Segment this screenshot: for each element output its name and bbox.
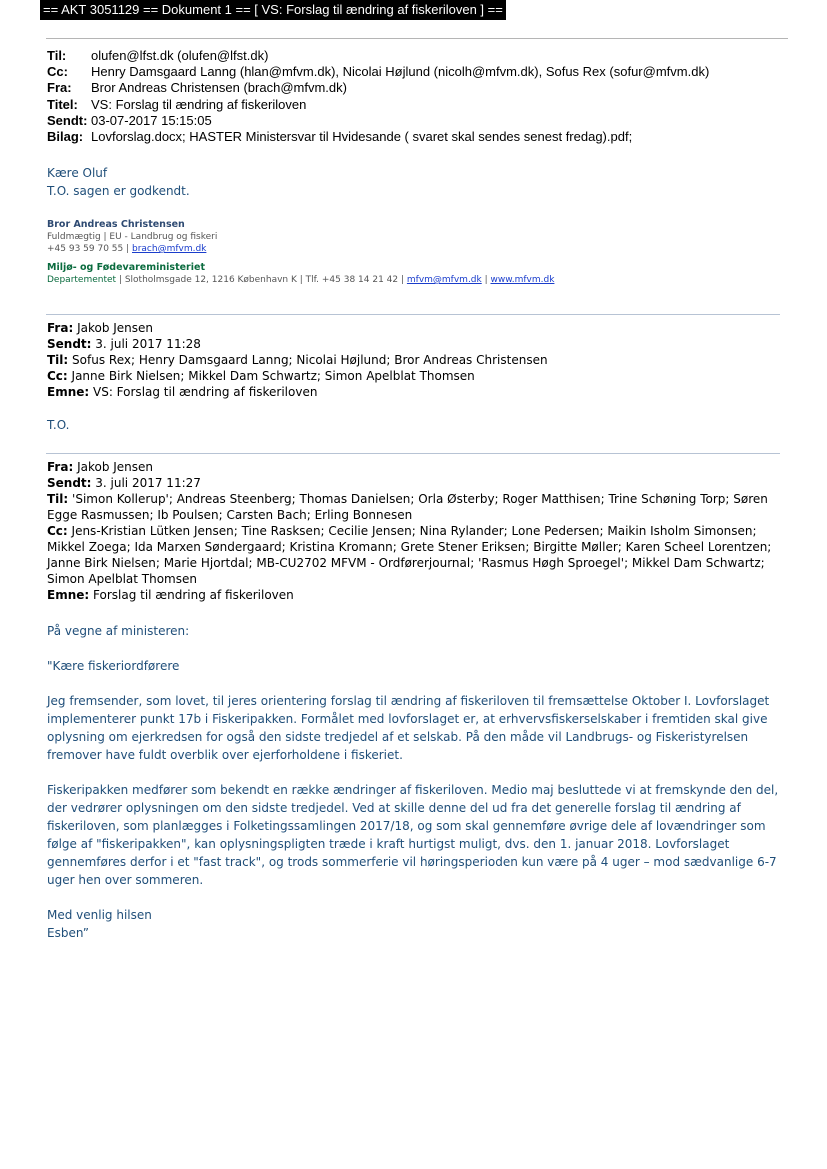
top-rule [46,38,788,39]
fwd1-fra-value: Jakob Jensen [73,321,154,335]
fwd2-emne-label: Emne: [47,588,90,602]
header-sendt-label: Sendt: [47,112,88,128]
fwd2-emne-row [47,587,777,603]
fwd1-sendt-label: Sendt: [47,337,92,351]
header-sendt-row [47,113,709,129]
header-bilag-value: Lovforslag.docx; HASTER Ministersvar til Hvidesande ( svaret skal sendes senest fredag).pdf; [91,129,633,145]
signature-phone: +45 93 59 70 55 | [47,244,132,254]
signature-sep: | [481,275,491,285]
body-salutation: "Kære fiskeriordførere [47,659,180,673]
fwd1-sendt-value: 3. juli 2017 11:28 [91,337,201,351]
header-sendt-value: 03-07-2017 15:15:05 [91,112,212,128]
email-header [47,48,709,145]
fwd1-emne-row [47,384,777,400]
separator-2 [46,453,780,454]
fwd2-fra-label: Fra: [47,460,74,474]
signature-web-link[interactable]: www.mfvm.dk [490,275,555,285]
header-fra-row [47,80,709,96]
fwd2-fra-row [47,459,777,475]
signature-department [47,274,554,286]
header-titel-row [47,97,709,113]
fwd2-cc-value: Jens-Kristian Lütken Jensen; Tine Rasksen; Cecilie Jensen; Nina Rylander; Lone Pedersen; Maikin Isholm Simonsen; Mikkel Zoega; Ida Marxen Søndergaard; Kristina Kromann; Grete Stener Eriksen; Birgitte Møller; Karen Scheel Lorentzen; Janne Birk Nielsen; Marie Hjortdal; MB-CU2702 MFVM - Ordførerjournal; 'Rasmus Høgh Sproegel'; Mikkel Dam Schwartz; Simon Apelblat Thomsen [47,524,772,586]
signature-name: Bror Andreas Christensen [47,219,185,230]
body-closing-1: Med venlig hilsen [47,908,152,922]
signature-ministry: Miljø- og Fødevareministeriet [47,262,205,273]
fwd2-sendt-row [47,475,777,491]
fwd2-til-label: Til: [47,492,69,506]
forward-header-2 [47,459,777,603]
header-fra-label: Fra: [47,80,72,96]
fwd2-cc-row [47,523,777,587]
fwd1-emne-value: VS: Forslag til ændring af fiskeriloven [89,385,318,399]
fwd1-til-label: Til: [47,353,69,367]
forward-header-1 [47,320,777,400]
body-intro: På vegne af ministeren: [47,624,190,638]
body-closing-2: Esben” [47,926,89,940]
fwd1-cc-label: Cc: [47,369,68,383]
fwd1-emne-label: Emne: [47,385,90,399]
header-cc-row [47,64,709,80]
signature-email-link[interactable]: brach@mfvm.dk [132,244,207,254]
fwd1-til-value: Sofus Rex; Henry Damsgaard Lanng; Nicolai Højlund; Bror Andreas Christensen [68,353,548,367]
signature-contact [47,243,554,255]
fwd2-fra-value: Jakob Jensen [73,460,154,474]
fwd1-fra-label: Fra: [47,321,74,335]
separator-1 [46,314,780,315]
document-banner: == AKT 3051129 == Dokument 1 == [ VS: Forslag til ændring af fiskeriloven ] == [40,0,506,20]
email-signature [47,219,554,286]
body-paragraph-1: Jeg fremsender, som lovet, til jeres orientering forslag til ændring af fiskeriloven til fremsættelse Oktober I. Lovforslaget implementerer punkt 17b i Fiskeripakken. Formålet med lovforslaget er, at erhvervsfiskerselskaber i fremtiden skal give oplysning om ejerkredsen for også den sidste tredjedel af et selskab. På den måde vil Landbrugs- og Fiskeristyrelsen fremover have fuldt overblik over ejerforholdene i fiskeriet. [47,694,770,762]
fwd1-fra-row [47,320,777,336]
fwd2-emne-value: Forslag til ændring af fiskeriloven [89,588,294,602]
fwd2-sendt-value: 3. juli 2017 11:27 [91,476,201,490]
fwd2-til-value: 'Simon Kollerup'; Andreas Steenberg; Thomas Danielsen; Orla Østerby; Roger Matthisen; Trine Schøning Torp; Søren Egge Rasmussen; Ib Poulsen; Carsten Bach; Erling Bonnesen [47,492,768,522]
body-paragraph-2: Fiskeripakken medfører som bekendt en række ændringer af fiskeriloven. Medio maj besluttede vi at fremskynde den del, der vedrører oplysningen om den sidste tredjedel. Ved at skille denne del ud fra det generelle forslag til ændring af fiskeriloven, som planlægges i Folketingssamlingen 2017/18, og som skal gennemføre øvrige dele af lovændringer som følge af "fiskeripakken", kan oplysningspligten træde i kraft hurtigst muligt, dvs. den 1. januar 2018. Lovforslaget gennemføres derfor i et "fast track", og trods sommerferie vil høringsperioden kun være på 4 uger – mod sædvanlige 6-7 uger hen over sommeren. [47,783,779,887]
signature-role: Fuldmægtig | EU - Landbrug og fiskeri [47,232,218,242]
fwd2-cc-label: Cc: [47,524,68,538]
header-fra-value: Bror Andreas Christensen (brach@mfvm.dk) [91,80,347,96]
header-bilag-label: Bilag: [47,129,84,145]
header-til-row [47,48,709,64]
header-bilag-row [47,129,709,145]
fwd2-til-row [47,491,777,523]
header-cc-label: Cc: [47,64,68,80]
fwd1-sendt-row [47,336,777,352]
signature-address: | Slotholmsgade 12, 1216 København K | Tlf. +45 38 14 21 42 | [116,275,407,285]
fwd1-cc-row [47,368,777,384]
header-til-label: Til: [47,48,67,63]
fwd1-cc-value: Janne Birk Nielsen; Mikkel Dam Schwartz; Simon Apelblat Thomsen [67,369,475,383]
message-body [47,622,785,942]
header-til-value: olufen@lfst.dk (olufen@lfst.dk) [91,48,269,63]
header-titel-label: Titel: [47,96,78,112]
signature-dept-email-link[interactable]: mfvm@mfvm.dk [406,275,482,285]
greeting-line2: T.O. sagen er godkendt. [47,184,190,198]
greeting [47,164,190,200]
greeting-line1: Kære Oluf [47,166,108,180]
fwd1-til-row [47,352,777,368]
fwd1-body: T.O. [47,418,70,432]
fwd2-sendt-label: Sendt: [47,476,92,490]
header-cc-value: Henry Damsgaard Lanng (hlan@mfvm.dk), Nicolai Højlund (nicolh@mfvm.dk), Sofus Rex (sofur@mfvm.dk) [91,64,710,80]
signature-dept-name: Departementet [47,275,117,285]
header-titel-value: VS: Forslag til ændring af fiskeriloven [91,96,307,112]
